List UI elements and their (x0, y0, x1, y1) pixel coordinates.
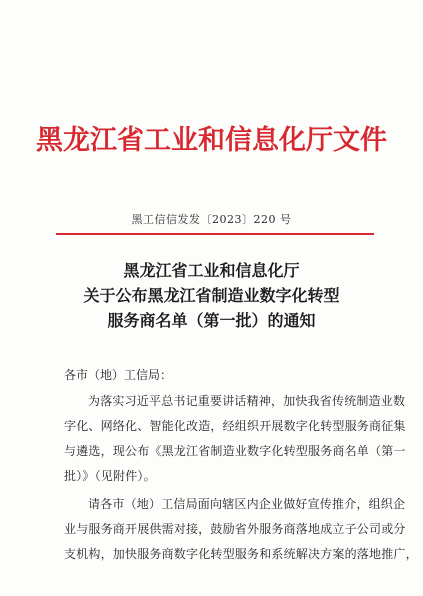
body-line-5: 请各市（地）工信局面向辖区内企业做好宣传推介，组织企 (88, 497, 406, 511)
body-line-4: 批）》（见附件）。 (64, 469, 156, 483)
document-title-line-2: 关于公布黑龙江省制造业数字化转型 (83, 286, 340, 305)
document-number: 黑工信信发发〔2023〕220 号 (131, 213, 292, 226)
body-line-3: 与遴选，现公布《黑龙江省制造业数字化转型服务商名单（第一 (64, 444, 406, 458)
body-line-2: 字化、网络化、智能化改造，经组织开展数字化转型服务商征集 (64, 419, 406, 433)
body-line-6: 业与服务商开展供需对接，鼓励省外服务商落地成立子公司或分 (64, 522, 406, 536)
red-divider-line (56, 233, 374, 235)
body-line-7: 支机构，加快服务商数字化转型服务和系统解决方案的落地推广， (64, 547, 418, 561)
document-title-line-3: 服务商名单（第一批）的通知 (107, 311, 316, 330)
issuer-header: 黑龙江省工业和信息化厅文件 (36, 125, 387, 156)
document-title-line-1: 黑龙江省工业和信息化厅 (123, 261, 300, 280)
body-line-1: 为落实习近平总书记重要讲话精神，加快我省传统制造业数 (88, 394, 406, 408)
salutation: 各市（地）工信局： (64, 368, 173, 382)
